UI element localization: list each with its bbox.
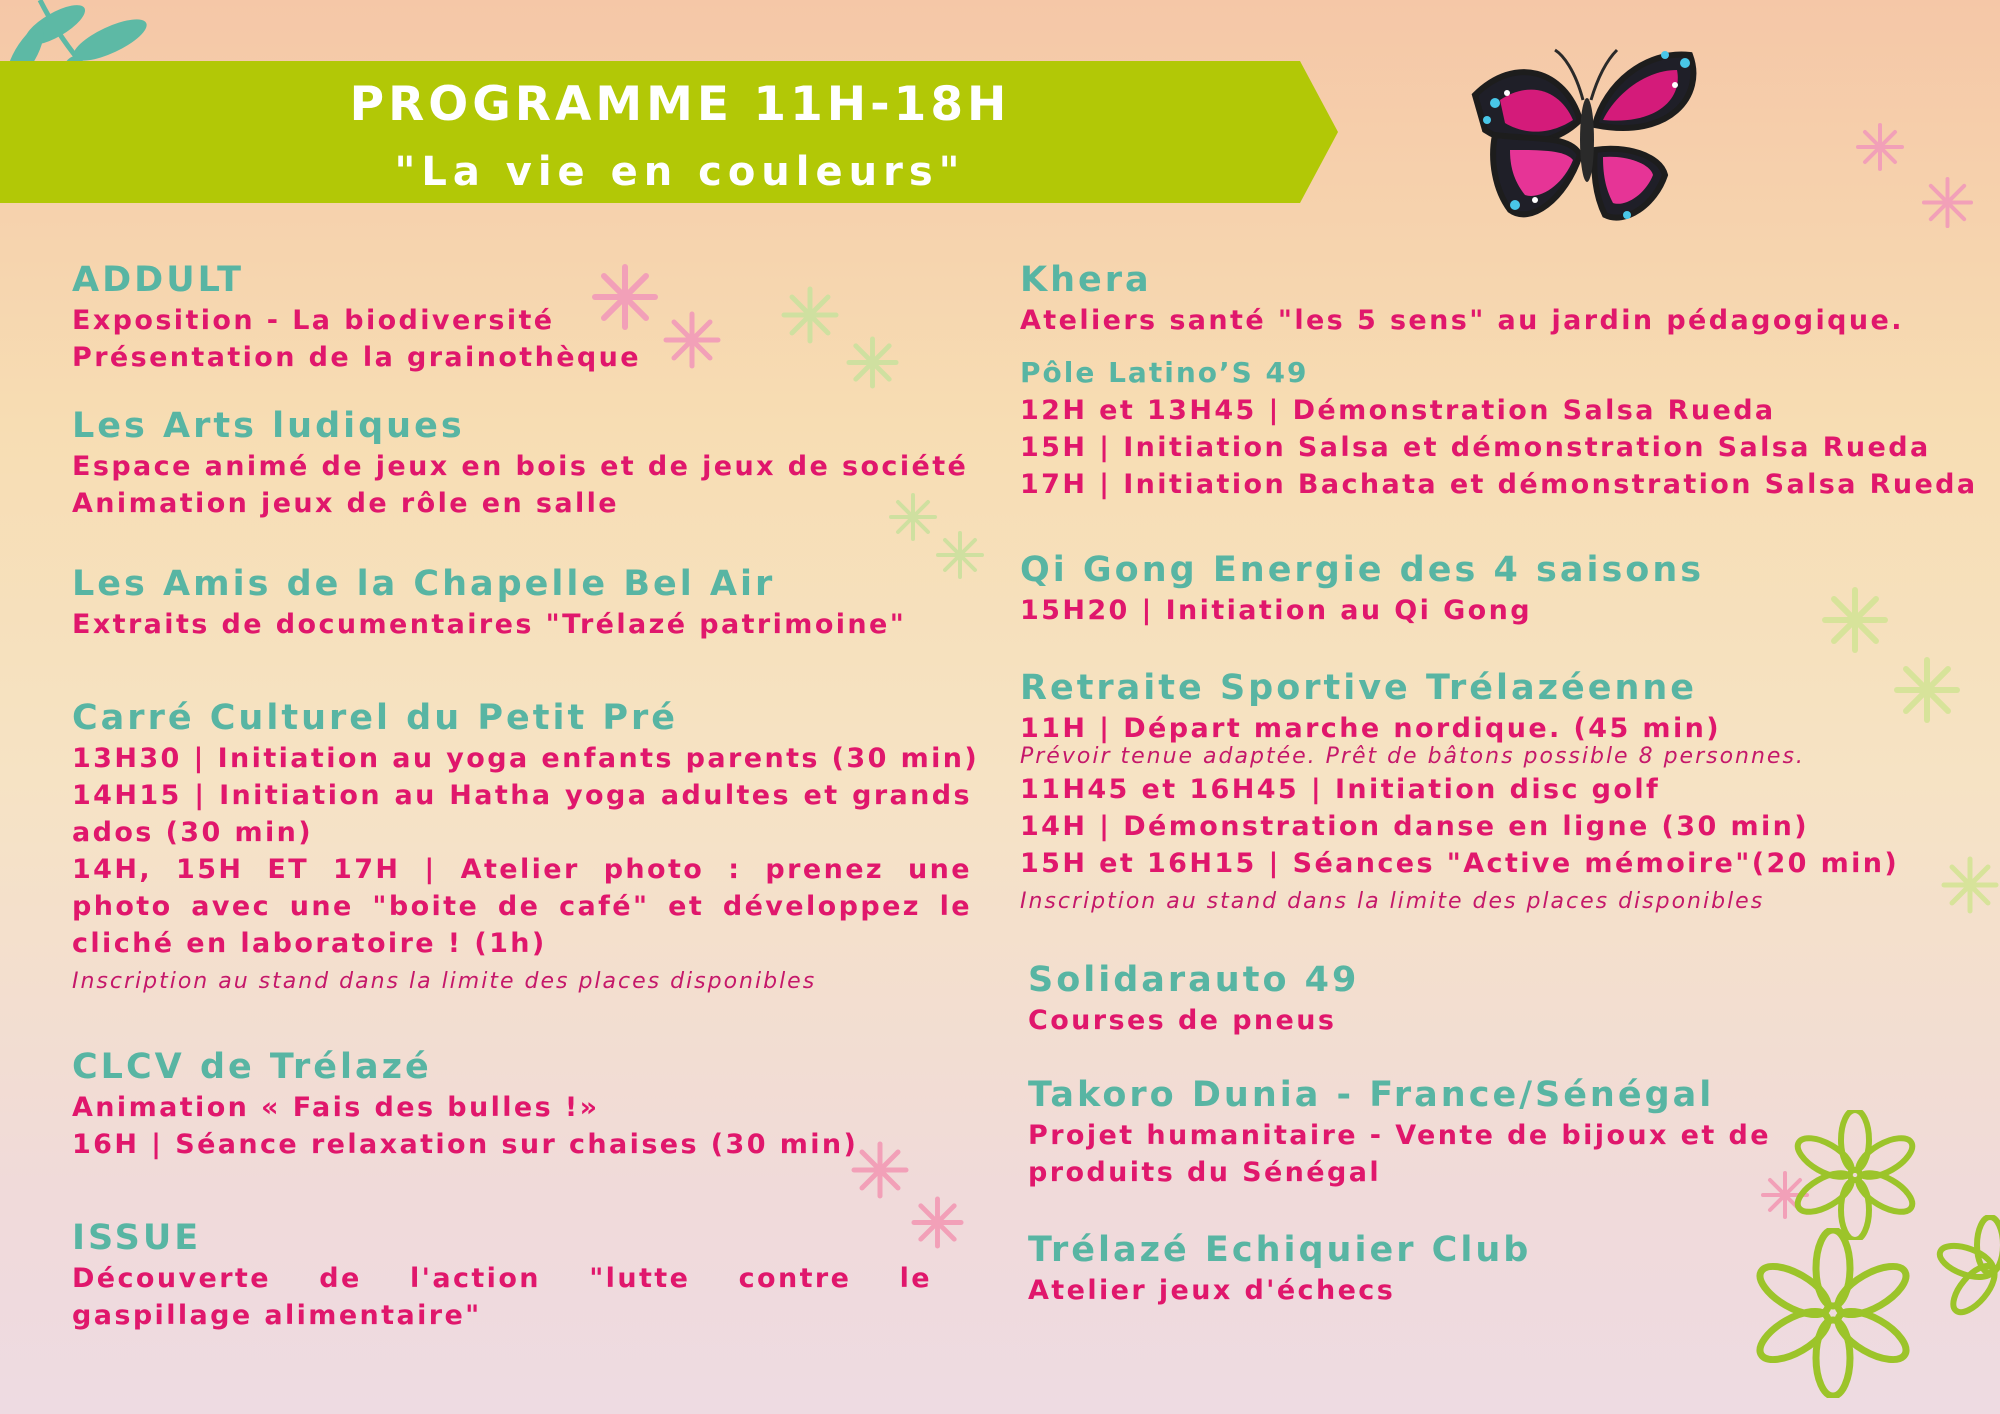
org-name: ADDULT — [72, 260, 244, 300]
org-block-amis-chapelle — [72, 562, 972, 643]
activity-line: 14H, 15H ET 17H | Atelier photo : prenez une photo avec une "boite de café" et développez le cliché en laboratoire ! (1h) — [72, 854, 972, 959]
org-block-solidarauto — [1028, 958, 1978, 1039]
activity-line: 11H | Départ marche nordique. (45 min) — [1020, 713, 1721, 744]
activity-line: produits du Sénégal — [1028, 1157, 1382, 1188]
org-block-echiquier-club — [1028, 1228, 1978, 1309]
org-name: Pôle Latino’S 49 — [1020, 356, 1309, 389]
equipment-note: Prévoir tenue adaptée. Prêt de bâtons possible 8 personnes. — [1020, 744, 1805, 769]
org-name: Takoro Dunia - France/Sénégal — [1028, 1075, 1715, 1115]
banner-title: PROGRAMME 11H-18H — [349, 77, 1011, 132]
activity-line: Animation « Fais des bulles !» — [72, 1092, 600, 1123]
org-block-clcv — [72, 1045, 972, 1163]
org-block-carre-culturel — [72, 696, 980, 998]
activity-line: Présentation de la grainothèque — [72, 342, 641, 373]
butterfly-icon — [1455, 25, 1715, 255]
org-block-pole-latino — [1020, 354, 1978, 503]
org-block-qi-gong — [1020, 548, 1970, 629]
registration-note: Inscription au stand dans la limite des places disponibles — [72, 969, 817, 994]
org-block-takoro-dunia — [1028, 1073, 1978, 1191]
activity-line: Espace animé de jeux en bois et de jeux de société — [72, 451, 969, 482]
org-name: CLCV de Trélazé — [72, 1047, 432, 1087]
activity-line: 13H30 | Initiation au yoga enfants parents (30 min) — [72, 743, 980, 774]
org-name: ISSUE — [72, 1218, 202, 1258]
activity-line: Animation jeux de rôle en salle — [72, 488, 619, 519]
org-name: Solidarauto 49 — [1028, 960, 1360, 1000]
activity-line: 15H | Initiation Salsa et démonstration Salsa Rueda — [1020, 432, 1931, 463]
org-block-retraite-sportive — [1020, 666, 1970, 918]
activity-line: 17H | Initiation Bachata et démonstration Salsa Rueda — [1020, 469, 1978, 500]
org-name: Trélazé Echiquier Club — [1028, 1230, 1532, 1270]
activity-line: 16H | Séance relaxation sur chaises (30 min) — [72, 1129, 859, 1160]
org-name: Les Amis de la Chapelle Bel Air — [72, 564, 776, 604]
org-name: Retraite Sportive Trélazéenne — [1020, 668, 1698, 708]
program-banner — [0, 61, 1338, 203]
org-name: Les Arts ludiques — [72, 406, 465, 446]
pink-flower-icon — [1855, 122, 1905, 172]
activity-line: 15H20 | Initiation au Qi Gong — [1020, 595, 1532, 626]
activity-line: Ateliers santé "les 5 sens" au jardin pédagogique. — [1020, 305, 1904, 336]
org-block-khera — [1020, 258, 1970, 339]
activity-line: Découverte de l'action "lutte contre le gaspillage alimentaire" — [72, 1263, 932, 1331]
org-block-issue — [72, 1216, 972, 1334]
activity-line: 14H15 | Initiation au Hatha yoga adultes et grands ados (30 min) — [72, 780, 972, 848]
activity-line: Exposition - La biodiversité — [72, 305, 555, 336]
activity-line: Atelier jeux d'échecs — [1028, 1275, 1396, 1306]
activity-line: 11H45 et 16H45 | Initiation disc golf — [1020, 774, 1661, 805]
activity-line: 12H et 13H45 | Démonstration Salsa Rueda — [1020, 395, 1776, 426]
activity-line: 14H | Démonstration danse en ligne (30 min) — [1020, 811, 1810, 842]
org-name: Khera — [1020, 260, 1152, 300]
banner-subtitle: "La vie en couleurs" — [394, 149, 966, 195]
activity-line: 15H et 16H15 | Séances "Active mémoire"(20 min) — [1020, 848, 1900, 879]
registration-note: Inscription au stand dans la limite des places disponibles — [1020, 889, 1765, 914]
org-name: Carré Culturel du Petit Pré — [72, 698, 679, 738]
activity-line: Courses de pneus — [1028, 1005, 1337, 1036]
activity-line: Extraits de documentaires "Trélazé patrimoine" — [72, 609, 907, 640]
activity-line: Projet humanitaire - Vente de bijoux et de — [1028, 1120, 1771, 1151]
org-block-arts-ludiques — [72, 404, 972, 522]
org-block-addult — [72, 258, 972, 376]
org-name: Qi Gong Energie des 4 saisons — [1020, 550, 1705, 590]
pink-flower-icon — [1920, 175, 1975, 230]
